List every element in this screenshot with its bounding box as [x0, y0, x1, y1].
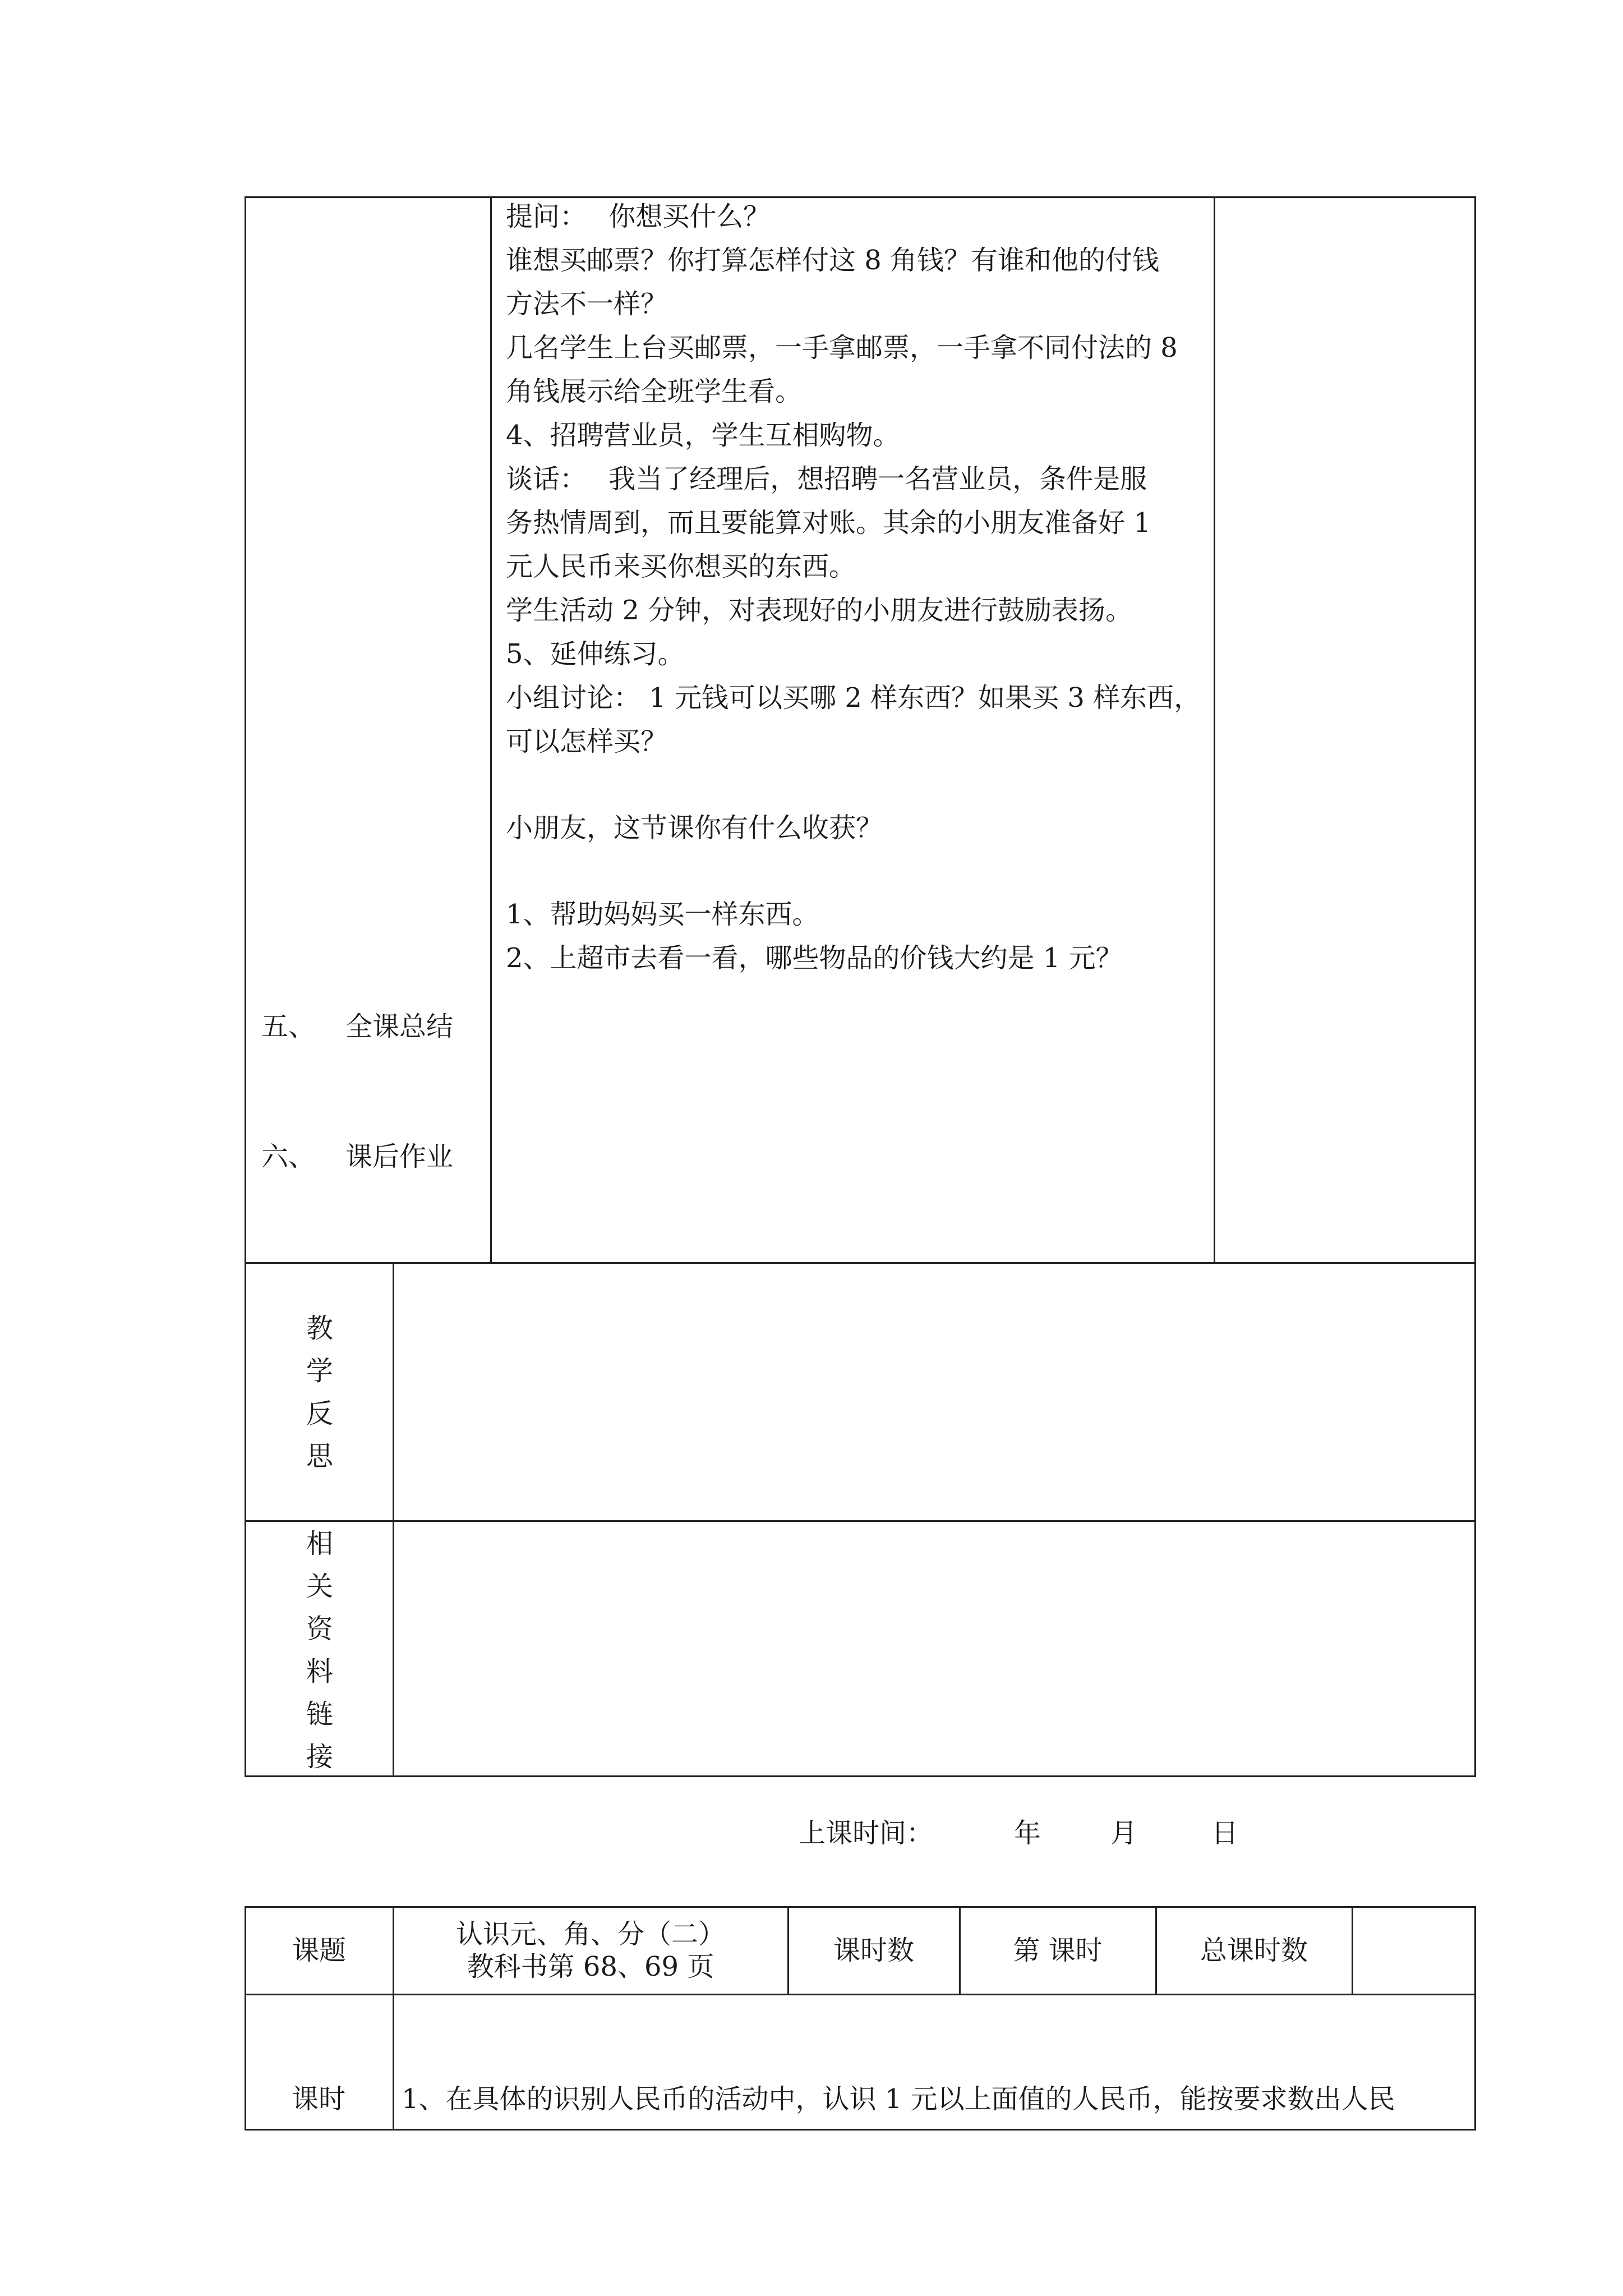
- label-col-divider: [393, 1262, 394, 1777]
- lesson-col-divider-left: [490, 196, 492, 1263]
- class-time-label: 上课时间：: [799, 1818, 934, 1849]
- lesson-row-divider-1: [245, 1262, 1476, 1264]
- reflection-char: 教: [306, 1313, 333, 1344]
- related-char: 链: [306, 1699, 333, 1730]
- topic-title: 认识元、角、分（二）: [455, 1918, 725, 1950]
- content-line: 提问： 你想买什么？: [506, 201, 771, 232]
- reflection-char: 学: [306, 1355, 333, 1387]
- related-materials-label: [303, 1522, 336, 1778]
- content-line: 谈话： 我当了经理后，想招聘一名营业员，条件是服: [506, 463, 1147, 495]
- content-line: 方法不一样？: [506, 288, 668, 320]
- total-hours-label: 总课时数: [1200, 1935, 1308, 1966]
- content-line: 几名学生上台买邮票，一手拿邮票，一手拿不同付法的 8: [506, 332, 1178, 364]
- homework-item: 2、上超市去看一看，哪些物品的价钱大约是 1 元？: [506, 942, 1123, 974]
- related-char: 关: [306, 1571, 333, 1602]
- content-line: 务热情周到，而且要能算对账。其余的小朋友准备好 1: [506, 507, 1151, 539]
- hours-label: 课时数: [833, 1935, 914, 1966]
- section-five-number: 五、: [261, 1011, 316, 1042]
- content-line: 学生活动 2 分钟，对表现好的小朋友进行鼓励表扬。: [506, 595, 1133, 626]
- reflection-char: 反: [306, 1398, 333, 1429]
- homework-item: 1、帮助妈妈买一样东西。: [506, 899, 819, 930]
- content-line: 元人民币来买你想买的东西。: [506, 551, 856, 582]
- section-six-number: 六、: [261, 1141, 316, 1172]
- reflection-label: [303, 1307, 336, 1478]
- class-time-year: 年: [1014, 1818, 1041, 1849]
- topic-textbook-pages: 教科书第 68、69 页: [467, 1951, 714, 1982]
- section-six-title: 课后作业: [345, 1141, 454, 1172]
- row2-text: 1、在具体的识别人民币的活动中，认识 1 元以上面值的人民币，能按要求数出人民: [402, 2083, 1395, 2115]
- related-char: 相: [306, 1528, 333, 1559]
- summary-question: 小朋友，这节课你有什么收获？: [506, 812, 883, 844]
- topic-label: 课题: [292, 1935, 346, 1966]
- content-line: 可以怎样买？: [506, 726, 668, 757]
- content-line: 小组讨论： 1 元钱可以买哪 2 样东西？如果买 3 样东西，: [506, 682, 1201, 714]
- lesson-row-divider-2: [245, 1520, 1476, 1522]
- content-line: 4、招聘营业员，学生互相购物。: [506, 420, 900, 451]
- section-five-title: 全课总结: [345, 1011, 454, 1042]
- related-char: 接: [306, 1741, 333, 1773]
- content-line: 5、延伸练习。: [506, 638, 685, 670]
- content-line: 谁想买邮票？你打算怎样付这 8 角钱？有谁和他的付钱: [506, 245, 1160, 276]
- total-hours-value: [1353, 1906, 1476, 1995]
- related-char: 料: [306, 1656, 333, 1687]
- class-time-month: 月: [1110, 1818, 1138, 1849]
- related-char: 资: [306, 1613, 333, 1645]
- class-time-day: 日: [1211, 1818, 1239, 1849]
- topic-value: [394, 1906, 787, 1995]
- lesson-col-divider-right: [1214, 196, 1215, 1263]
- which-hour: 第 课时: [1013, 1935, 1103, 1966]
- content-line: 角钱展示给全班学生看。: [506, 376, 803, 407]
- row2-label: 课时: [292, 2083, 346, 2115]
- reflection-char: 思: [306, 1441, 333, 1472]
